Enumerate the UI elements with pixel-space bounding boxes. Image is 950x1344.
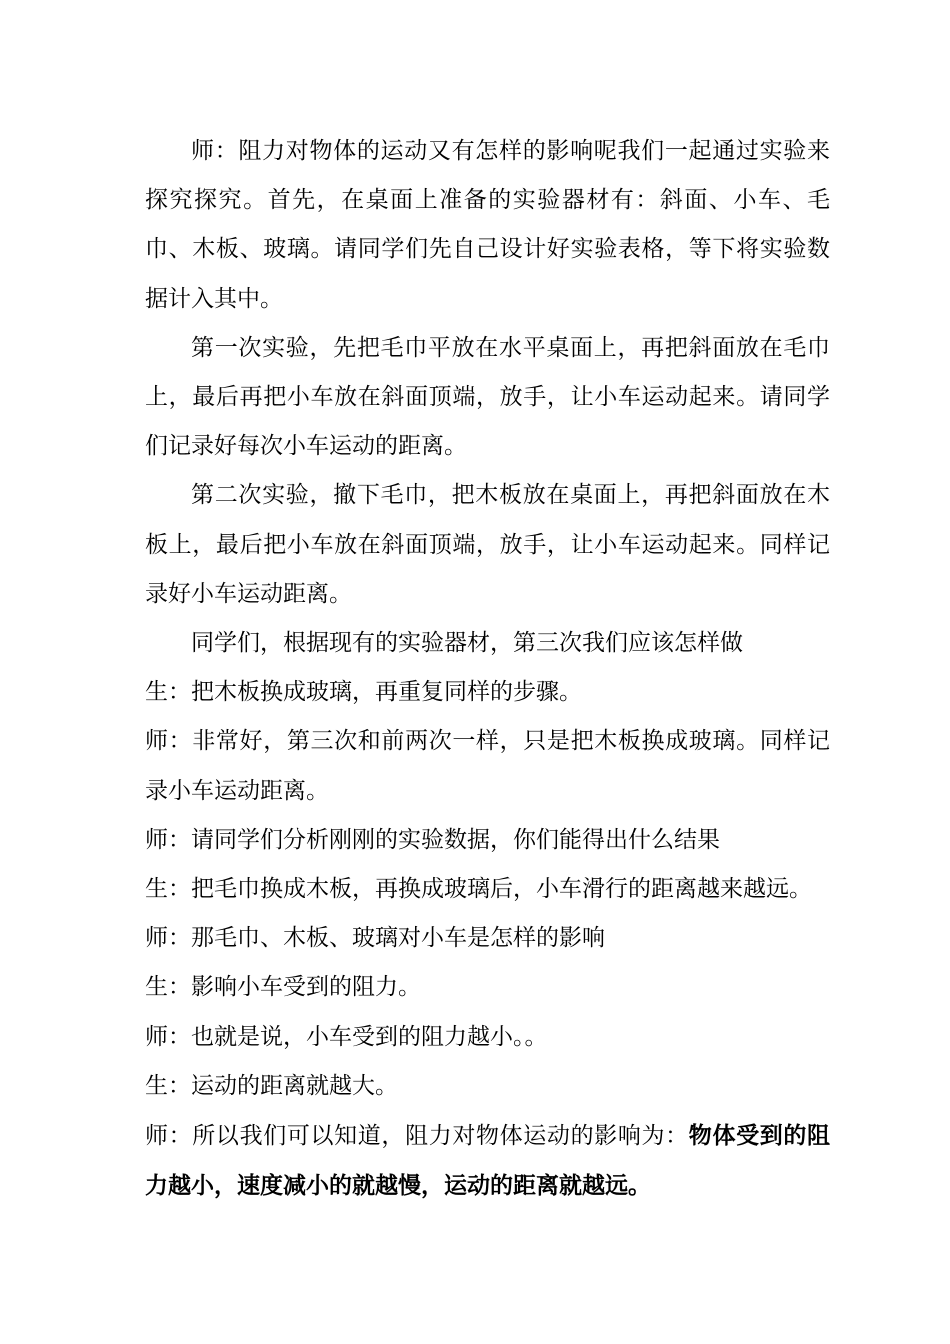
dialogue-line: 生：运动的距离就越大。: [145, 1072, 398, 1099]
dialogue-line: 生：影响小车受到的阻力。: [145, 974, 421, 1001]
paragraph-third-question: 同学们，根据现有的实验器材，第三次我们应该怎样做: [191, 630, 743, 657]
paragraph-intro: 师：阻力对物体的运动又有怎样的影响呢我们一起通过实验来探究探究。首先，在桌面上准备的实验器材有：斜面、小车、毛巾、木板、玻璃。请同学们先自己设计好实验表格，等下将实验数据计入其中。: [145, 138, 830, 312]
conclusion-emphasis: 物体受到的阻力越小，速度减小的就越慢，运动的距离就越远。: [145, 1122, 831, 1200]
dialogue-line: 师：那毛巾、木板、玻璃对小车是怎样的影响: [145, 925, 605, 952]
conclusion-intro: 师：所以我们可以知道，阻力对物体运动的影响为：: [145, 1123, 689, 1150]
conclusion-line: [145, 1111, 830, 1211]
dialogue-line: 师：请同学们分析刚刚的实验数据，你们能得出什么结果: [145, 826, 720, 853]
dialogue-line: 师：非常好，第三次和前两次一样，只是把木板换成玻璃。同样记录小车运动距离。: [145, 728, 830, 804]
paragraph-second-experiment: 第二次实验，撤下毛巾，把木板放在桌面上，再把斜面放在木板上，最后把小车放在斜面顶端，放手，让小车运动起来。同样记录好小车运动距离。: [145, 482, 830, 607]
dialogue-line: 生：把毛巾换成木板，再换成玻璃后，小车滑行的距离越来越远。: [145, 876, 812, 903]
paragraph-first-experiment: 第一次实验，先把毛巾平放在水平桌面上，再把斜面放在毛巾上，最后再把小车放在斜面顶端，放手，让小车运动起来。请同学们记录好每次小车运动的距离。: [145, 334, 830, 460]
document-body: [145, 127, 830, 1211]
dialogue-line: 师：也就是说，小车受到的阻力越小。。: [145, 1023, 548, 1050]
dialogue-line: 生：把木板换成玻璃，再重复同样的步骤。: [145, 679, 582, 706]
